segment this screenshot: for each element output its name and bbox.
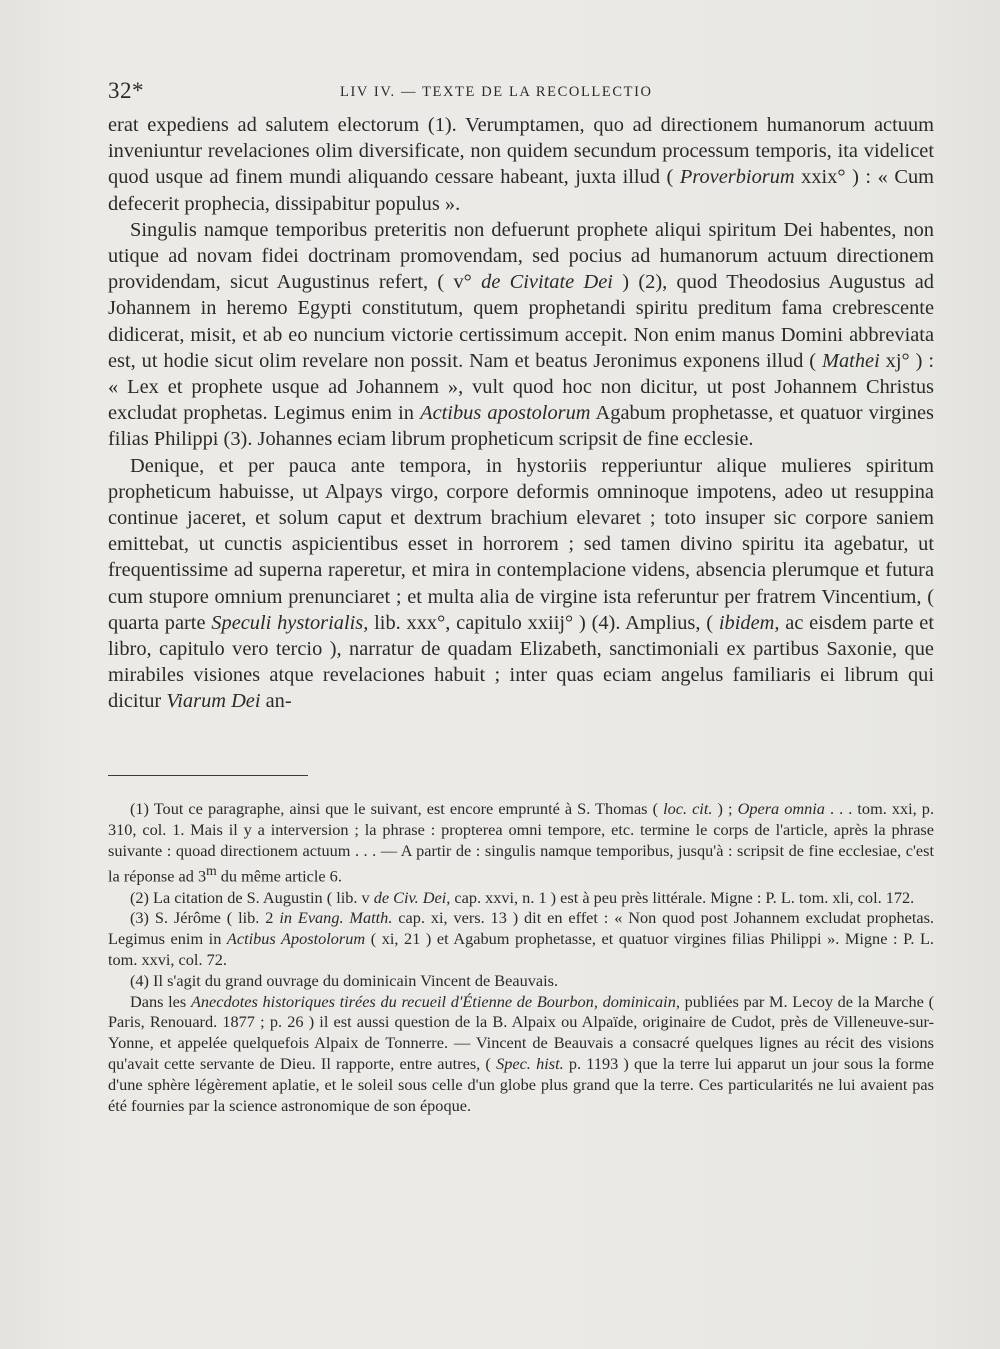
text-run: erat expediens ad salutem electorum (1). Verumptamen, quo ad directionem humanorum actuum inveniuntur revelaciones olim diversificate, non quidem secundum processum temporis, ita videlicet quod usque ad finem mundi aliquando cessare habeant, juxta illud (	[108, 114, 934, 189]
italic-run: de Civ. Dei,	[373, 887, 451, 907]
text-run: du même article 6.	[216, 866, 342, 886]
text-run: ac eisdem parte et libro, capitulo vero tercio ), narratur de quadam Elizabeth, sanctimoniali ex partibus Saxonie, que mirabiles visiones atque revelaciones habuit ; inter quas eciam angelus familiaris ei librum qui dicitur	[108, 611, 934, 713]
footnote-1	[108, 799, 934, 888]
text-run: xj° ) : « Lex et prophete usque ad Johannem », vult quod hoc non dicitur, ut post Johannem Christus excludat prophetas. Legimus enim in	[108, 349, 934, 425]
text-run: (4) Il s'agit du grand ouvrage du dominicain Vincent de Beauvais.	[130, 970, 559, 990]
footnote-4-continued	[108, 992, 934, 1117]
superscript: m	[206, 863, 217, 879]
italic-run: Anecdotes historiques tirées du recueil d'Étienne de Bourbon, dominicain,	[190, 991, 680, 1011]
italic-run: Proverbiorum	[679, 166, 795, 189]
page-number: 32*	[108, 78, 144, 103]
italic-run: Mathei	[822, 349, 880, 372]
text-run: (1) Tout ce paragraphe, ainsi que le suivant, est encore emprunté à S. Thomas (	[130, 799, 664, 818]
running-head: LIV IV. — TEXTE DE LA RECOLLECTIO	[340, 84, 653, 100]
footnote-2	[108, 888, 934, 909]
main-text	[108, 112, 934, 715]
text-run: ) (2), quod Theodosius Augustus ad Johannem in heremo Egypti constitutum, quem prophetandi spiritu preditum fama crebrescente didicerat, misit, et ab eo nuncium victorie certissimum accepit. Non enim manus Domini abbreviata est, ut hodie sicut olim revelare non possit. Nam et beatus Jeronimus exponens illud (	[108, 271, 934, 372]
text-run: Denique, et per pauca ante tempora, in hystoriis repperiuntur alique mulieres spiritum propheticum habuisse, ut Alpays virgo, corpore deformis omninoque impotens, adeo ut resuppina continue jaceret, et solum caput et dextrum brachium elevaret ; toto insuper sic corpore saniem emittebat, ut cunctis aspicientibus esset in horrorem ; sed tamen divino spiritu ita agebatur, ut frequentissime ad superna raperetur, et mira in contemplacione videns, absencia plerumque et futura cum stupore omnium prenunciaret ; et multa alia de virgine ista referuntur per fratrem Vincentium, ( quarta parte	[108, 454, 934, 634]
italic-run: Speculi hystorialis,	[211, 611, 369, 634]
text-run: . . . tom. xxi, p. 310, col. 1. Mais il y a interversion ; la phrase : propterea omni tempore, etc. termine le corps de l'article, après la phrase suivante : quoad directionem actuum . . . — A partir de : singulis namque temporibus, jusqu'à : scripsit de fine ecclesiae, c'est la réponse ad 3	[108, 799, 935, 886]
italic-run: Spec. hist.	[496, 1053, 564, 1073]
italic-run: Viarum Dei	[166, 690, 261, 713]
footnotes	[108, 799, 934, 1116]
italic-run: Actibus apostolorum	[420, 402, 591, 425]
italic-run: ibidem,	[718, 611, 780, 634]
footnote-divider	[108, 775, 308, 776]
text-run: Agabum prophetasse, et quatuor virgines filias Philippi (3). Johannes eciam librum propheticum scripsit de fine ecclesie.	[108, 402, 934, 451]
footnote-3	[108, 908, 934, 970]
text-run: publiées par M. Lecoy de la Marche ( Paris, Renouard. 1877 ; p. 26 ) il est aussi question de la B. Alpaix ou Alpaïde, originaire de Cudot, près de Villeneuve-sur-Yonne, et appelée quelquefois Alpaix de Tonnerre. — Vincent de Beauvais a consacré quelques lignes au récit des visions qu'avait cette servante de Dieu. Il rapporte, entre autres, (	[108, 991, 935, 1073]
italic-run: in Evang. Matth.	[279, 908, 393, 928]
italic-run: de Civitate Dei	[481, 271, 613, 294]
text-run: Dans les	[130, 991, 191, 1011]
page-header	[108, 78, 928, 108]
text-run: Singulis namque temporibus preteritis non defuerunt prophete aliqui spiritum Dei habentes, non utique ad novam fidei doctrinam promovendam, sed pocius ad humanorum actuum directionem providendam, sicut Augustinus refert, ( v°	[108, 218, 934, 294]
paragraph-1	[108, 112, 934, 217]
footnote-4	[108, 971, 934, 992]
text-run: p. 1193 ) que la terre lui apparut un jour sous la forme d'une sphère légèrement aplatie, et le soleil sous celle d'un globe plus grand que la terre. Ces particularités ne lui avaient pas été fournies par la science astronomique de son époque.	[108, 1053, 935, 1115]
paragraph-2	[108, 217, 934, 453]
text-run: an-	[260, 690, 292, 713]
text-run: cap. xxvi, n. 1 ) est à peu près littérale. Migne : P. L. tom. xli, col. 172.	[450, 887, 915, 907]
text-run: (3) S. Jérôme ( lib. 2	[130, 908, 280, 928]
text-run: ( xi, 21 ) et Agabum prophetasse, et quatuor virgines filias Philippi ». Migne : P. L. tom. xxvi, col. 72.	[108, 929, 934, 969]
paragraph-3	[108, 453, 934, 715]
text-run: lib. xxx°, capitulo xxiij° ) (4). Amplius, (	[368, 611, 719, 634]
text-run: (2) La citation de S. Augustin ( lib. v	[130, 887, 374, 907]
italic-run: loc. cit.	[663, 799, 713, 818]
text-run: ) ;	[712, 799, 738, 818]
italic-run: Opera omnia	[737, 799, 825, 818]
text-run: cap. xi, vers. 13 ) dit en effet : « Non quod post Johannem excludat prophetas. Legimus enim in	[108, 908, 934, 949]
text-run: xxix° ) : « Cum defecerit prophecia, dissipabitur populus ».	[108, 166, 934, 215]
italic-run: Actibus Apostolorum	[226, 929, 366, 949]
